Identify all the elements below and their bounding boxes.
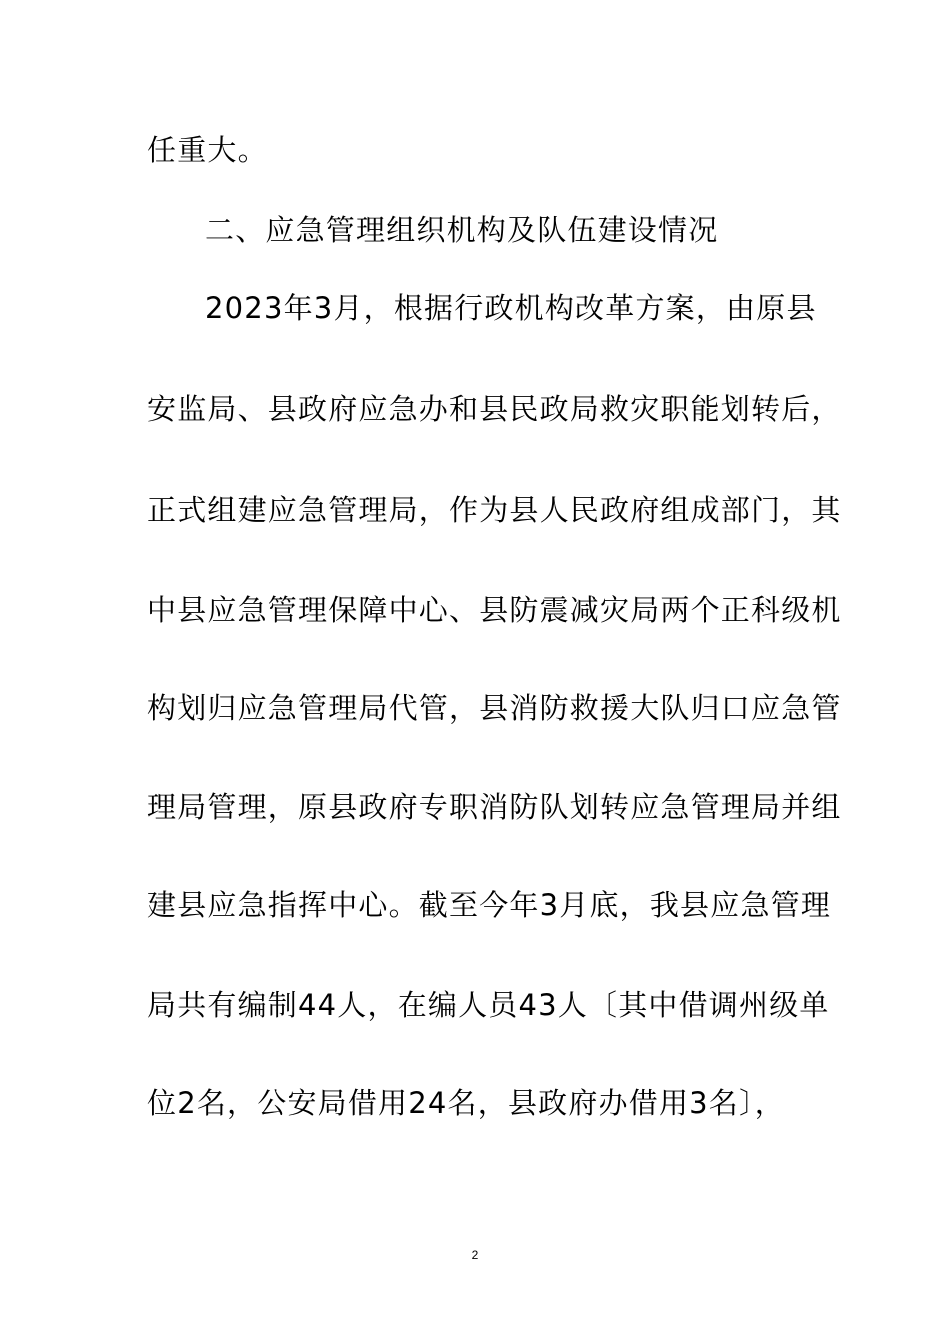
paragraph-line: 局共有编制44人，在编人员43人〔其中借调州级单 <box>147 988 830 1022</box>
paragraph-line: 位2名，公安局借用24名，县政府办借用3名〕， <box>147 1086 785 1120</box>
paragraph-line: 建县应急指挥中心。截至今年3月底，我县应急管理 <box>147 888 832 922</box>
section-heading: 二、应急管理组织机构及队伍建设情况 <box>205 213 719 247</box>
paragraph-line: 安监局、县政府应急办和县民政局救灾职能划转后， <box>147 392 842 426</box>
paragraph-line: 2023年3月，根据行政机构改革方案，由原县 <box>205 291 817 325</box>
paragraph-line: 理局管理，原县政府专职消防队划转应急管理局并组 <box>147 790 842 824</box>
paragraph-line: 中县应急管理保障中心、县防震减灾局两个正科级机 <box>147 593 842 627</box>
page-number: 2 <box>471 1248 479 1262</box>
paragraph-line: 正式组建应急管理局，作为县人民政府组成部门，其 <box>147 493 842 527</box>
paragraph-line: 任重大。 <box>147 133 268 167</box>
paragraph-line: 构划归应急管理局代管，县消防救援大队归口应急管 <box>147 691 842 725</box>
